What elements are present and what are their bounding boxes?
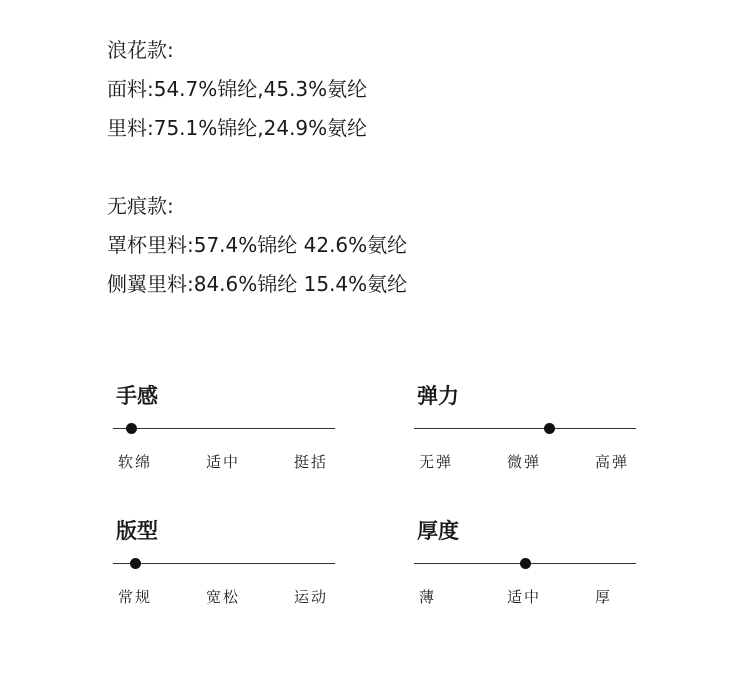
wave-lining-line: 里料:75.1%锦纶,24.9%氨纶 (107, 116, 368, 140)
scale-indicator (130, 558, 141, 569)
wave-fabric-line: 面料:54.7%锦纶,45.3%氨纶 (107, 77, 368, 101)
scale-hand-feel (113, 383, 335, 473)
scale-option-mid: 适中 (206, 453, 241, 471)
wave-title: 浪花款: (107, 38, 174, 62)
scale-thickness (414, 518, 636, 608)
scale-option-mid: 微弹 (507, 453, 542, 471)
scale-option-low: 无弹 (419, 453, 454, 471)
scale-indicator (544, 423, 555, 434)
seamless-cup-lining-line: 罩杯里料:57.4%锦纶 42.6%氨纶 (107, 233, 408, 257)
scale-option-low: 常规 (118, 588, 153, 606)
scale-elasticity (414, 383, 636, 473)
scale-option-low: 薄 (419, 588, 437, 606)
scale-title: 弹力 (417, 384, 459, 408)
scale-track (113, 428, 335, 429)
seamless-title: 无痕款: (107, 194, 174, 218)
seamless-wing-lining-line: 侧翼里料:84.6%锦纶 15.4%氨纶 (107, 272, 408, 296)
scale-option-low: 软绵 (118, 453, 153, 471)
scale-option-mid: 宽松 (206, 588, 241, 606)
scale-title: 厚度 (417, 519, 459, 543)
scale-track (113, 563, 335, 564)
scale-track (414, 428, 636, 429)
scale-option-high: 高弹 (595, 453, 630, 471)
scale-indicator (126, 423, 137, 434)
scale-fit (113, 518, 335, 608)
scale-title: 版型 (116, 519, 158, 543)
scale-title: 手感 (116, 384, 158, 408)
scale-option-mid: 适中 (507, 588, 542, 606)
scale-option-high: 挺括 (294, 453, 329, 471)
scale-indicator (520, 558, 531, 569)
scale-option-high: 厚 (595, 588, 613, 606)
scale-option-high: 运动 (294, 588, 329, 606)
